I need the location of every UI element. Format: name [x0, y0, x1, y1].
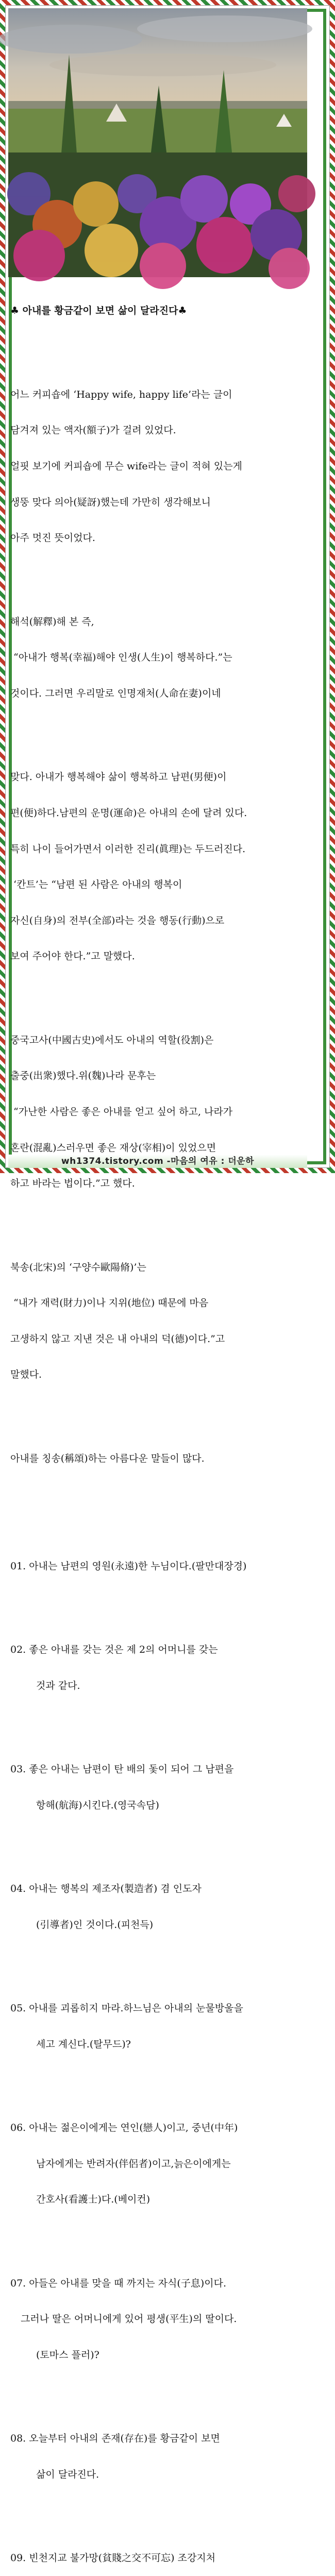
paragraph-line: “가난한 사람은 좋은 아내를 얻고 싶어 하고, 나라가 — [10, 1106, 233, 1117]
saying-item — [10, 2253, 306, 2385]
paragraph-line: 어느 커피숍에 ‘Happy wife, happy life’라는 글이 — [10, 388, 232, 400]
paragraph-line: 것이다. 그러면 우리말로 인명재처(人命在妻)이네 — [10, 687, 221, 699]
saying-item — [10, 1979, 306, 2075]
paragraph-line: 담겨져 있는 액자(額子)가 걸려 있었다. — [10, 425, 176, 436]
paragraph-line: 특히 나이 들어가면서 이러한 진리(眞理)는 두드러진다. — [10, 843, 246, 855]
saying-line: (引導者)인 것이다.(피천득) — [36, 1919, 154, 1930]
paragraph-line: “아내가 행복(幸福)해야 인생(人生)이 행복하다.”는 — [10, 652, 232, 664]
saying-line: 04. 아내는 행복의 제조자(製造者) 겸 인도자 — [10, 1883, 202, 1895]
saying-item — [10, 2529, 306, 2576]
saying-line: 06. 아내는 젊은이에게는 연인(戀人)이고, 중년(中年) — [10, 2122, 238, 2134]
paragraph-line: 혼란(混亂)스러우면 좋은 재상(宰相)이 있었으면 — [10, 1142, 216, 1154]
paragraph-line: 자신(自身)의 전부(全部)라는 것을 행동(行動)으로 — [10, 914, 225, 926]
saying-line: 남자에게는 반려자(伴侶者)이고,늙은이에게는 — [36, 2158, 231, 2170]
paragraph-line: 보여 주어야 한다.”고 말했다. — [10, 951, 135, 962]
saying-line: 것과 같다. — [36, 1680, 80, 1691]
paragraph-line: 출중(出衆)했다.위(魏)나라 문후는 — [10, 1070, 156, 1082]
saying-item — [10, 1859, 306, 1955]
saying-item — [10, 1536, 306, 1596]
garden-photo — [8, 8, 307, 277]
footer-watermark: wh1374.tistory.com -마음의 여유 : 더운하 — [8, 1155, 307, 1168]
paragraph-line: 중국고사(中國古史)에서도 아내의 역할(役割)은 — [10, 1034, 214, 1046]
paragraph-line: ‘칸트’는 “남편 된 사람은 아내의 행복이 — [10, 879, 182, 891]
paragraph-line: 해석(解釋)해 본 즉, — [10, 616, 94, 628]
paragraph-line: 아주 멋진 뜻이었다. — [10, 532, 95, 544]
garden-flowers-illustration — [8, 8, 307, 277]
article-title: ♣ 아내를 황금같이 보면 삶이 달라진다♣ — [10, 305, 187, 317]
saying-line: 간호사(看護士)다.(베이컨) — [36, 2194, 150, 2206]
saying-line: 03. 좋은 아내는 남편이 탄 배의 돛이 되어 그 남편을 — [10, 1764, 234, 1775]
paragraph-line: 고생하지 않고 지낸 것은 내 아내의 덕(德)이다.”고 — [10, 1333, 225, 1345]
saying-line: 09. 빈천지교 불가망(貧賤之交不可忘) 조강지처 — [10, 2552, 216, 2564]
paragraph-line: 아내를 칭송(稱頌)하는 아름다운 말들이 많다. — [10, 1452, 205, 1464]
saying-line: 05. 아내를 괴롭히지 마라.하느님은 아내의 눈물방울을 — [10, 2003, 243, 2014]
saying-item — [10, 2098, 306, 2230]
saying-line: 02. 좋은 아내를 갖는 것은 제 2의 어머니를 갖는 — [10, 1644, 218, 1656]
paragraph-line: 생뚱 맞다 의아(疑訝)했는데 가만히 생각해보니 — [10, 496, 211, 508]
paragraph-line: 북송(北宋)의 ‘구양수歐陽脩)’는 — [10, 1261, 146, 1273]
paragraph-line: 얼핏 보기에 커피숍에 무슨 wife라는 글이 적혀 있는게 — [10, 461, 242, 472]
article-body — [10, 281, 306, 2576]
saying-line: 01. 아내는 남편의 영원(永遠)한 누님이다.(팔만대장경) — [10, 1560, 247, 1572]
paragraph-line: 맞다. 아내가 행복해야 삶이 행복하고 남편(男便)이 — [10, 771, 227, 783]
saying-item — [10, 2409, 306, 2505]
paragraph-line: 편(便)하다.남편의 운명(運命)은 아내의 손에 달려 있다. — [10, 807, 247, 819]
saying-line: 07. 아들은 아내를 맞을 때 까지는 자식(子息)이다. — [10, 2277, 226, 2289]
saying-line: 삶이 달라진다. — [36, 2469, 99, 2481]
paragraph-line: 하고 바라는 법이다.”고 했다. — [10, 1178, 135, 1190]
saying-line: (토마스 플러)? — [36, 2349, 99, 2361]
paragraph-line: “내가 재력(財力)이나 지위(地位) 때문에 마음 — [10, 1297, 209, 1309]
saying-line: 세고 계신다.(탈무드)? — [36, 2038, 131, 2050]
saying-item — [10, 1740, 306, 1836]
saying-line: 그러나 딸은 어머니에게 있어 평생(平生)의 딸이다. — [21, 2313, 237, 2325]
saying-line: 항해(航海)시킨다.(영국속담) — [36, 1799, 159, 1811]
saying-line: 08. 오늘부터 아내의 존재(存在)를 황금같이 보면 — [10, 2433, 220, 2445]
saying-item — [10, 1620, 306, 1716]
paragraph-line: 말했다. — [10, 1369, 42, 1381]
